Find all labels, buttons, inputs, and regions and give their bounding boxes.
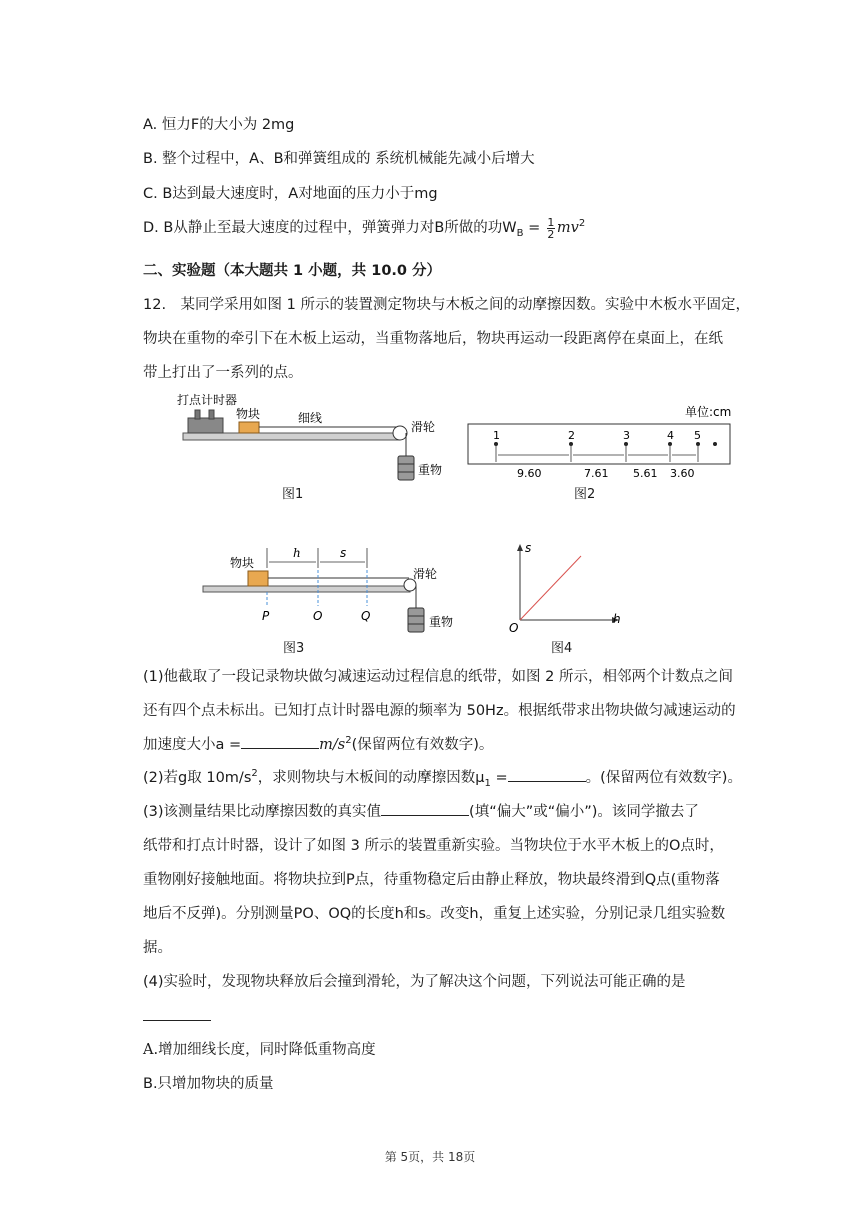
timer-box — [188, 418, 223, 433]
x-axis-label: h — [613, 612, 621, 626]
sub2-a: (2)若g取 10m/s — [143, 770, 252, 786]
figure-3-caption: 图3 — [283, 641, 305, 656]
frac-num: 1 — [547, 215, 555, 229]
sub1-line2: 还有四个点未标出。已知打点计时器电源的频率为 50Hz。根据纸带求出物块做匀减速运动的 — [143, 703, 736, 719]
point-label-3: 3 — [623, 429, 630, 442]
sub2-c: = — [490, 770, 508, 786]
weight-1 — [398, 456, 414, 480]
figure-3 — [195, 540, 475, 638]
tape-point-extra — [713, 442, 717, 446]
sub1-line3 — [143, 733, 493, 754]
option-c: C. B达到最大速度时，A对地面的压力小于mg — [143, 186, 438, 202]
option-d-fraction — [547, 217, 555, 240]
option-d-text: D. B从静止至最大速度的过程中，弹簧弹力对B所做的功W — [143, 220, 517, 236]
y-axis-label: s — [525, 541, 532, 555]
section-heading: 二、实验题（本大题共 1 小题，共 10.0 分） — [143, 263, 442, 279]
sub2-sub: 1 — [484, 777, 491, 789]
s-label: s — [340, 546, 347, 560]
point-o: O — [313, 609, 323, 623]
paper-tape — [468, 424, 730, 464]
point-p: P — [262, 609, 270, 623]
answer-blank-4[interactable] — [143, 1006, 211, 1021]
timer-post-left — [195, 410, 200, 419]
sub2-d: 。(保留两位有效数字)。 — [585, 770, 742, 786]
figure-2 — [465, 402, 740, 480]
frac-den: 2 — [547, 227, 555, 241]
sub3-line1a: (3)该测量结果比动摩擦因数的真实值 — [143, 804, 382, 820]
option-d-tail: mv — [556, 220, 579, 236]
sub2-sup: 2 — [251, 768, 258, 780]
string-label: 细线 — [298, 411, 323, 425]
page-footer: 第 5页，共 18页 — [384, 1150, 476, 1164]
pulley-label-3: 滑轮 — [413, 567, 438, 581]
distance-4-5: 3.60 — [670, 467, 695, 480]
sub4-option-a: A.增加细线长度，同时降低重物高度 — [143, 1042, 376, 1058]
sub1-unit: m/s — [319, 737, 346, 753]
option-d-sub: B — [516, 227, 524, 239]
sub2-line — [143, 766, 742, 789]
answer-blank-3[interactable] — [381, 801, 469, 816]
point-label-2: 2 — [568, 429, 575, 442]
q12-line1: 12. 某同学采用如图 1 所示的装置测定物块与木板之间的动摩擦因数。实验中木板水平固定， — [143, 297, 750, 313]
pulley-label-1: 滑轮 — [411, 420, 436, 434]
option-b: B. 整个过程中，A、B和弹簧组成的 系统机械能先减小后增大 — [143, 151, 535, 167]
distance-1-2: 9.60 — [517, 467, 542, 480]
figure-2-caption: 图2 — [574, 487, 596, 502]
sub1-line3a: 加速度大小a = — [143, 737, 242, 753]
answer-blank-2[interactable] — [508, 767, 586, 782]
option-a: A. 恒力F的大小为 2mg — [143, 117, 295, 133]
weight-label-3: 重物 — [429, 615, 454, 629]
board-3 — [203, 586, 410, 592]
figure-1 — [175, 392, 460, 492]
board-1 — [183, 433, 399, 440]
block-label-1: 物块 — [236, 407, 261, 421]
point-q: Q — [361, 609, 371, 623]
unit-label: 单位:cm — [685, 405, 732, 419]
timer-label: 打点计时器 — [177, 393, 238, 407]
figure-1-caption: 图1 — [282, 487, 304, 502]
q12-line2: 物块在重物的牵引下在木板上运动，当重物落地后，物块再运动一段距离停在桌面上，在纸 — [143, 331, 723, 347]
sub2-b: ，求则物块与木板间的动摩擦因数μ — [257, 770, 485, 786]
option-d-sup: 2 — [578, 218, 586, 230]
pulley-3 — [404, 579, 416, 591]
block-1 — [239, 422, 259, 433]
sub3-line2: 纸带和打点计时器，设计了如图 3 所示的装置重新实验。当物块位于水平木板上的O点时， — [143, 838, 724, 854]
timer-post-right — [209, 410, 214, 419]
sub1-sup: 2 — [345, 735, 352, 747]
point-label-1: 1 — [493, 429, 500, 442]
origin-label: O — [509, 621, 519, 632]
distance-2-3: 7.61 — [584, 467, 609, 480]
sub3-line4: 地后不反弹)。分别测量PO、OQ的长度h和s。改变h，重复上述实验，分别记录几组实验数 — [143, 906, 726, 922]
answer-blank-1[interactable] — [241, 734, 319, 749]
sub3-line3: 重物刚好接触地面。将物块拉到P点，待重物稳定后由静止释放，物块最终滑到Q点(重物落 — [143, 872, 720, 888]
distance-3-4: 5.61 — [633, 467, 658, 480]
option-d — [143, 216, 585, 240]
s-h-line — [520, 556, 581, 620]
sub3-line5: 据。 — [143, 940, 172, 956]
figure-4 — [505, 540, 630, 632]
point-label-5: 5 — [694, 429, 701, 442]
figure-4-caption: 图4 — [551, 641, 573, 656]
block-3 — [248, 571, 268, 586]
sub4-option-b: B.只增加物块的质量 — [143, 1076, 274, 1092]
sub1-line3c: (保留两位有效数字)。 — [351, 737, 494, 753]
block-label-3: 物块 — [230, 556, 255, 570]
h-label: h — [293, 546, 301, 560]
sub4-line1: (4)实验时，发现物块释放后会撞到滑轮，为了解决这个问题，下列说法可能正确的是 — [143, 974, 686, 990]
sub1-line1: (1)他截取了一段记录物块做匀减速运动过程信息的纸带，如图 2 所示，相邻两个计数点之间 — [143, 669, 733, 685]
sub3-line1b: (填“偏大”或“偏小”)。该同学撤去了 — [469, 804, 699, 820]
point-label-4: 4 — [667, 429, 674, 442]
q12-line3: 带上打出了一系列的点。 — [143, 365, 303, 381]
weight-3 — [408, 608, 424, 632]
y-axis-arrow — [517, 544, 523, 551]
pulley-1 — [393, 426, 407, 440]
sub3-line1 — [143, 800, 699, 821]
weight-label-1: 重物 — [418, 463, 443, 477]
option-d-eq: = — [523, 220, 545, 236]
